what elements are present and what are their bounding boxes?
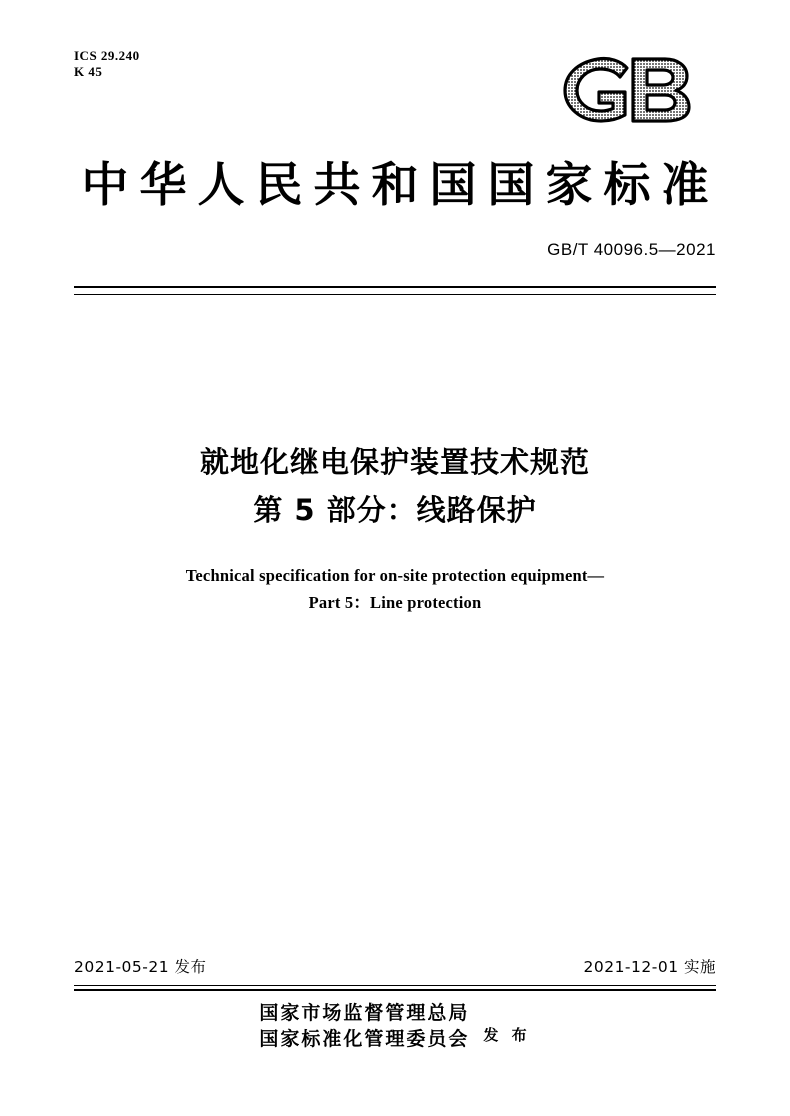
ccs-code: K 45 [74, 64, 103, 79]
footer-rule-thick [74, 989, 716, 991]
footer-rule-thin [74, 985, 716, 986]
document-title-chinese [0, 440, 790, 532]
document-title-chinese-line1: 就地化继电保护装置技术规范 [199, 445, 590, 479]
issuer-names [259, 1000, 469, 1052]
effective-date: 2021-12-01 实施 [583, 958, 716, 976]
document-title-english-line2: Part 5：Line protection [308, 593, 482, 612]
gb-logo [541, 48, 716, 130]
publish-label: 发 布 [483, 1025, 531, 1044]
issue-date: 2021-05-21 发布 [74, 958, 207, 976]
document-title-chinese-line2: 第 5 部分：线路保护 [253, 493, 537, 527]
national-standard-title: 中华人民共和国国家标准 [81, 158, 720, 213]
header-rule-thick [74, 286, 716, 288]
document-title-english-line1: Technical specification for on-site protection equipment— [185, 566, 605, 585]
issuer-block [0, 1000, 790, 1052]
issuer-line-2: 国家标准化管理委员会 [259, 1028, 470, 1050]
document-title-english [0, 562, 790, 616]
standard-number: GB/T 40096.5—2021 [547, 240, 716, 259]
ics-code: ICS 29.240 [74, 48, 140, 63]
issuer-line-1: 国家市场监督管理总局 [259, 1002, 470, 1024]
classification-codes [74, 48, 140, 80]
header-rule-thin [74, 294, 716, 295]
